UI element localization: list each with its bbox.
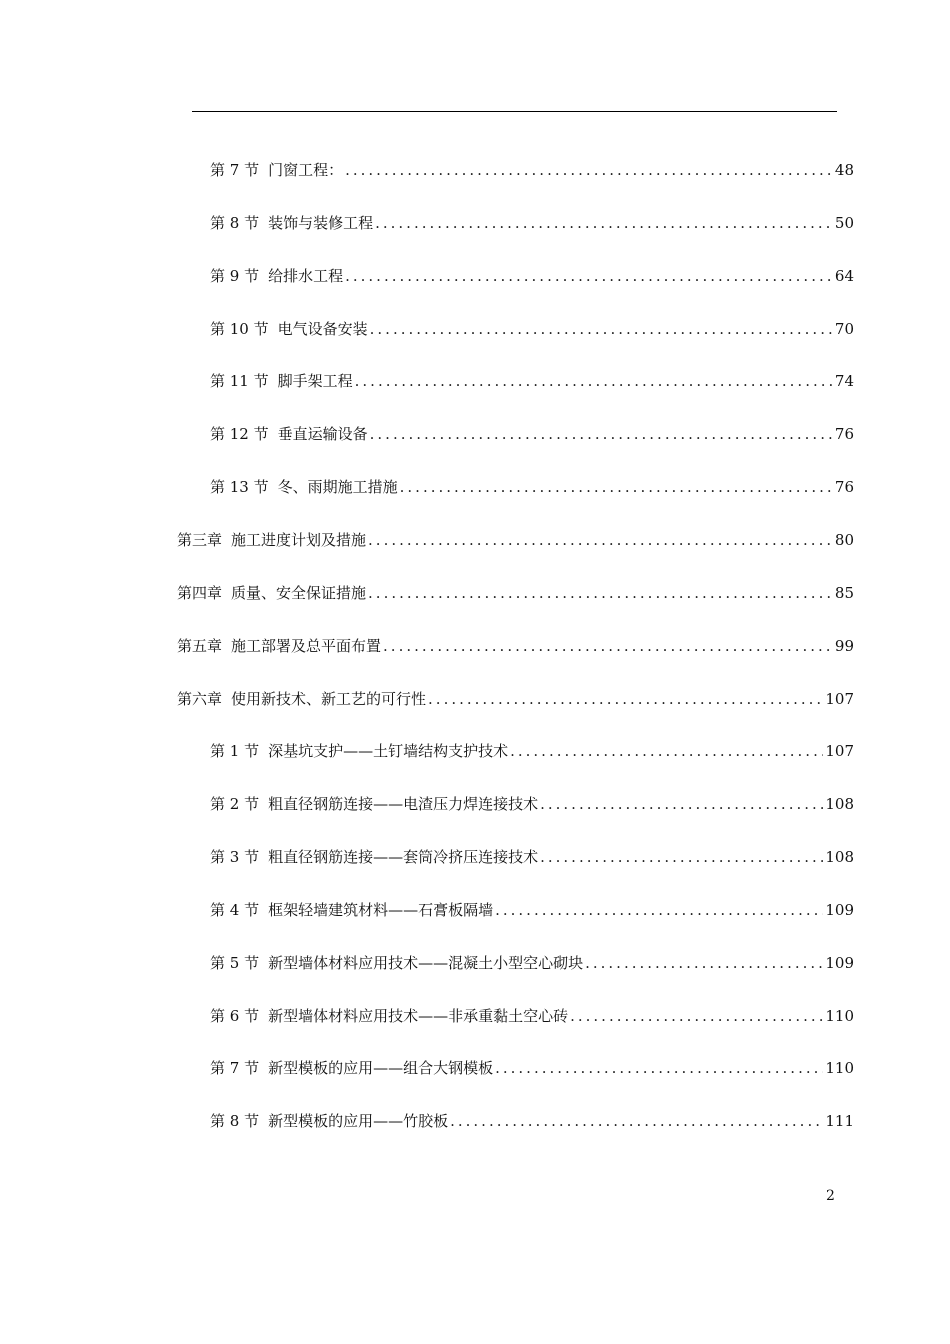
- toc-entry-page: 85: [834, 584, 854, 602]
- toc-dot-leader: [370, 422, 833, 446]
- toc-entry-page: 107: [825, 690, 854, 708]
- toc-entry-title: 施工进度计划及措施: [231, 531, 367, 549]
- toc-entry-number: 第 12 节: [210, 425, 269, 443]
- toc-entry-title: 深基坑支护——土钉墙结构支护技术: [268, 742, 509, 760]
- toc-entry-chapter[interactable]: [177, 528, 854, 552]
- toc-entry-page: 108: [825, 848, 854, 866]
- toc-dot-leader: [585, 951, 823, 975]
- toc-entry-title: 装饰与装修工程: [268, 214, 374, 232]
- toc-entry-page: 107: [825, 742, 854, 760]
- toc-dot-leader: [368, 528, 833, 552]
- toc-entry-title: 给排水工程: [268, 267, 344, 285]
- toc-entry-page: 108: [825, 795, 854, 813]
- toc-entry-number: 第 8 节: [210, 214, 260, 232]
- toc-entry-section[interactable]: [210, 1004, 854, 1028]
- toc-entry-section[interactable]: [210, 264, 854, 288]
- toc-entry-section[interactable]: [210, 317, 854, 341]
- toc-dot-leader: [345, 158, 833, 182]
- toc-entry-page: 70: [834, 320, 854, 338]
- toc-entry-chapter[interactable]: [177, 634, 854, 658]
- toc-entry-page: 111: [825, 1112, 854, 1130]
- toc-dot-leader: [368, 581, 833, 605]
- toc-entry-title: 电气设备安装: [277, 320, 368, 338]
- toc-entry-title: 新型模板的应用——竹胶板: [268, 1112, 449, 1130]
- toc-entry-page: 110: [825, 1007, 854, 1025]
- toc-entry-number: 第 1 节: [210, 742, 260, 760]
- toc-dot-leader: [383, 634, 833, 658]
- toc-entry-title: 新型墙体材料应用技术——非承重黏土空心砖: [268, 1007, 569, 1025]
- toc-entry-page: 76: [834, 478, 854, 496]
- toc-entry-section[interactable]: [210, 369, 854, 393]
- page-number: 2: [826, 1188, 835, 1204]
- toc-entry-title: 框架轻墙建筑材料——石膏板隔墙: [268, 901, 494, 919]
- toc-entry-section[interactable]: [210, 792, 854, 816]
- toc-dot-leader: [495, 1056, 823, 1080]
- toc-entry-title: 新型模板的应用——组合大钢模板: [268, 1059, 494, 1077]
- toc-entry-number: 第 8 节: [210, 1112, 260, 1130]
- toc-entry-page: 109: [825, 954, 854, 972]
- toc-dot-leader: [400, 475, 833, 499]
- toc-dot-leader: [355, 369, 833, 393]
- toc-entry-title: 脚手架工程: [277, 372, 353, 390]
- toc-entry-section[interactable]: [210, 898, 854, 922]
- toc-entry-number: 第 7 节: [210, 161, 260, 179]
- toc-entry-title: 粗直径钢筋连接——电渣压力焊连接技术: [268, 795, 539, 813]
- toc-entry-number: 第 10 节: [210, 320, 269, 338]
- toc-entry-number: 第五章: [177, 637, 223, 655]
- toc-entry-title: 冬、雨期施工措施: [277, 478, 398, 496]
- toc-entry-section[interactable]: [210, 1109, 854, 1133]
- toc-entry-section[interactable]: [210, 739, 854, 763]
- toc-dot-leader: [540, 792, 823, 816]
- toc-entry-number: 第 4 节: [210, 901, 260, 919]
- toc-dot-leader: [450, 1109, 823, 1133]
- toc-entry-number: 第 5 节: [210, 954, 260, 972]
- toc-entry-section[interactable]: [210, 422, 854, 446]
- toc-entry-section[interactable]: [210, 1056, 854, 1080]
- toc-entry-number: 第 11 节: [210, 372, 269, 390]
- toc-entry-title: 垂直运输设备: [277, 425, 368, 443]
- toc-entry-page: 50: [834, 214, 854, 232]
- toc-entry-page: 109: [825, 901, 854, 919]
- toc-entry-title: 新型墙体材料应用技术——混凝土小型空心砌块: [268, 954, 584, 972]
- toc-entry-page: 64: [834, 267, 854, 285]
- toc-dot-leader: [540, 845, 823, 869]
- toc-entry-section[interactable]: [210, 211, 854, 235]
- toc-dot-leader: [510, 739, 823, 763]
- toc-entry-number: 第四章: [177, 584, 223, 602]
- toc-dot-leader: [428, 687, 823, 711]
- toc-entry-title: 使用新技术、新工艺的可行性: [231, 690, 427, 708]
- toc-entry-chapter[interactable]: [177, 687, 854, 711]
- toc-dot-leader: [375, 211, 833, 235]
- toc-entry-page: 74: [834, 372, 854, 390]
- toc-entry-page: 48: [834, 161, 854, 179]
- toc-entry-number: 第三章: [177, 531, 223, 549]
- toc-entry-number: 第 6 节: [210, 1007, 260, 1025]
- toc-entry-number: 第六章: [177, 690, 223, 708]
- toc-dot-leader: [345, 264, 833, 288]
- toc-entry-title: 粗直径钢筋连接——套筒冷挤压连接技术: [268, 848, 539, 866]
- toc-entry-number: 第 13 节: [210, 478, 269, 496]
- toc-entry-section[interactable]: [210, 845, 854, 869]
- toc-entry-title: 门窗工程：: [268, 161, 344, 179]
- toc-entry-number: 第 7 节: [210, 1059, 260, 1077]
- toc-dot-leader: [370, 317, 833, 341]
- toc-entry-section[interactable]: [210, 475, 854, 499]
- toc-dot-leader: [495, 898, 823, 922]
- toc-entry-number: 第 9 节: [210, 267, 260, 285]
- toc-entry-section[interactable]: [210, 158, 854, 182]
- toc-entry-page: 80: [834, 531, 854, 549]
- toc-entry-page: 76: [834, 425, 854, 443]
- toc-entry-section[interactable]: [210, 951, 854, 975]
- toc-entry-title: 质量、安全保证措施: [231, 584, 367, 602]
- toc-dot-leader: [570, 1004, 823, 1028]
- toc-entry-chapter[interactable]: [177, 581, 854, 605]
- toc-entry-number: 第 2 节: [210, 795, 260, 813]
- toc-entry-title: 施工部署及总平面布置: [231, 637, 382, 655]
- toc-entry-number: 第 3 节: [210, 848, 260, 866]
- toc-entry-page: 110: [825, 1059, 854, 1077]
- toc-entry-page: 99: [834, 637, 854, 655]
